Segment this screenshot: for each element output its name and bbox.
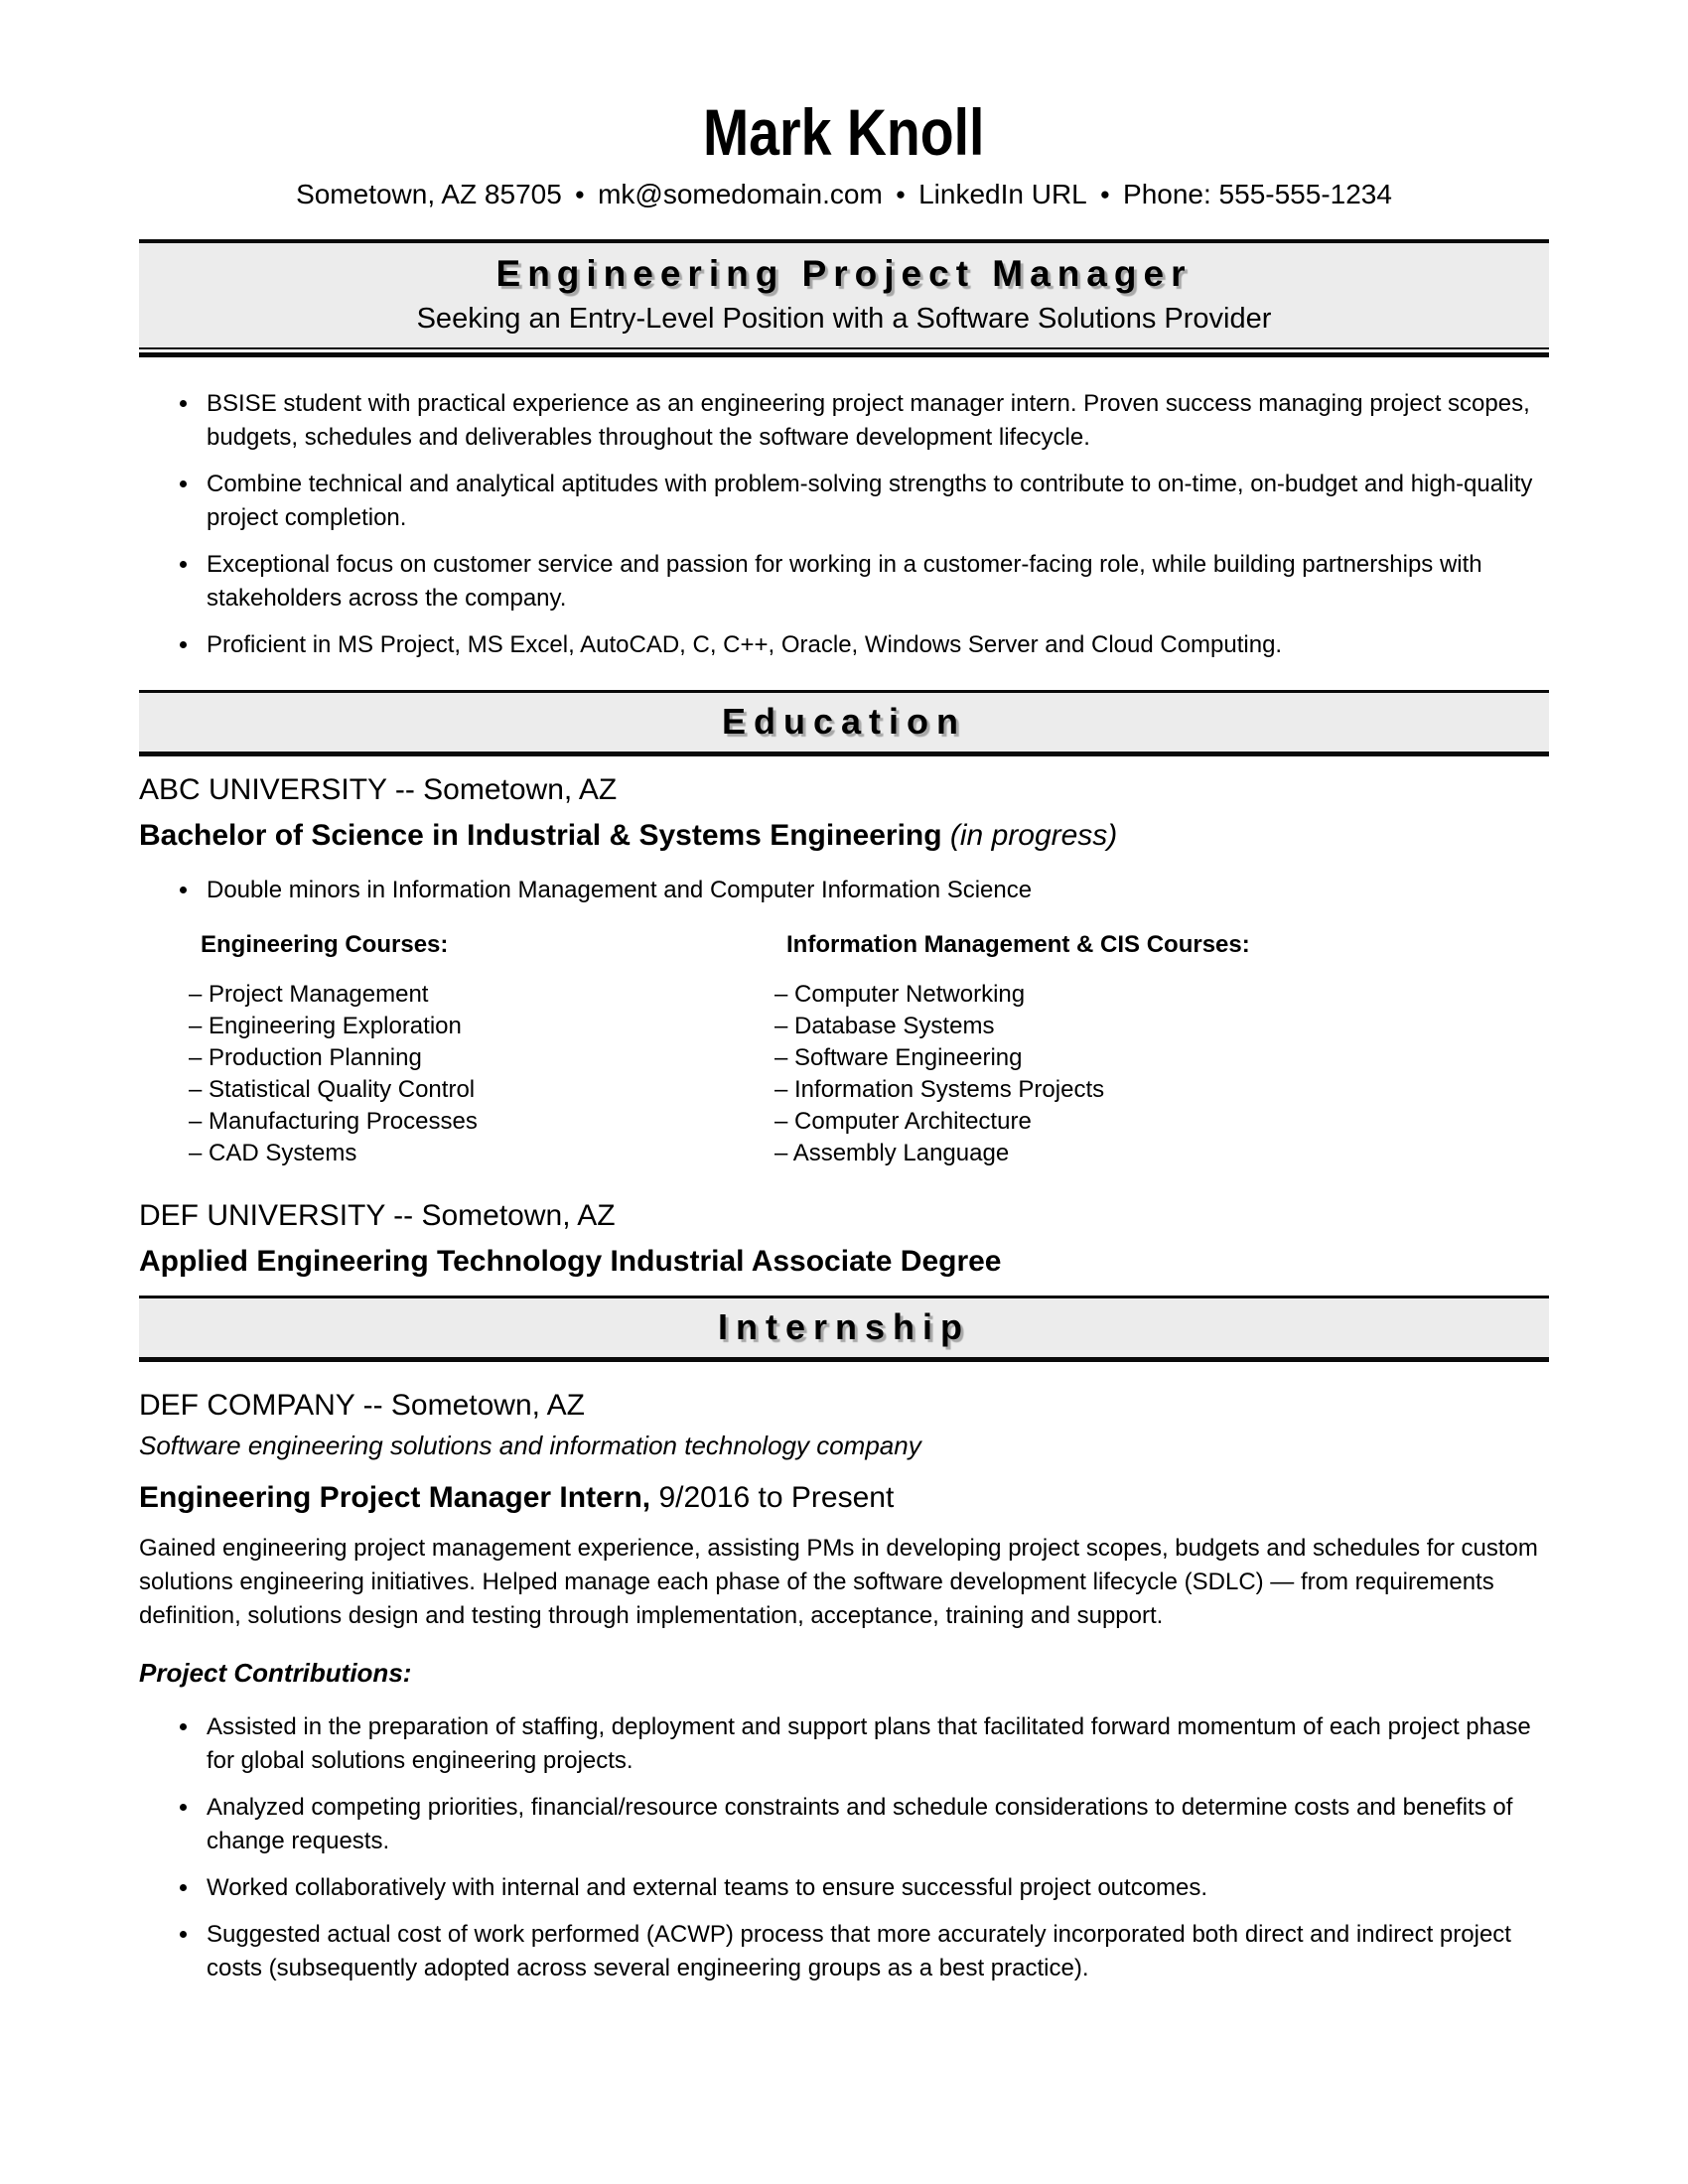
contact-line <box>139 177 1549 211</box>
title-banner-rule <box>139 352 1549 357</box>
degree-line <box>139 818 1549 854</box>
separator-dot: ● <box>1099 185 1111 204</box>
separator-dot: ● <box>574 185 586 204</box>
summary-list <box>139 387 1549 663</box>
courses-columns <box>139 929 1549 1168</box>
course-item: – Statistical Quality Control <box>189 1075 476 1103</box>
degree-title: Bachelor of Science in Industrial & Systems Engineering <box>139 819 942 853</box>
job-title: Engineering Project Manager <box>495 253 1193 294</box>
course-item: – Manufacturing Processes <box>189 1107 478 1135</box>
school-name: DEF UNIVERSITY -- Sometown, AZ <box>139 1199 616 1233</box>
role-dates: 9/2016 to Present <box>658 1480 895 1514</box>
courses-column-cis <box>774 929 1549 1168</box>
minors-list <box>139 874 1549 907</box>
school-name: ABC UNIVERSITY -- Sometown, AZ <box>139 773 618 807</box>
summary-bullet: • Proficient in MS Project, MS Excel, AutoCAD, C, C++, Oracle, Windows Server and Cloud Computing. <box>201 628 1549 662</box>
summary-bullet: • Combine technical and analytical aptitudes with problem-solving strengths to contribute to on-time, on-budget and high-quality project completion. <box>201 468 1549 535</box>
course-item: – Computer Architecture <box>774 1107 1032 1135</box>
summary-bullet: • BSISE student with practical experience as an engineering project manager intern. Proven success managing project scopes, budgets, schedules and deliverables throughout the software development lifecycle. <box>201 387 1549 455</box>
contribution-bullet: • Analyzed competing priorities, financial/resource constraints and schedule considerations to determine costs and benefits of change requests. <box>201 1791 1549 1858</box>
contact-location: Sometown, AZ 85705 <box>296 179 562 209</box>
role-line <box>139 1480 1549 1516</box>
role-title: Engineering Project Manager Intern, <box>139 1480 651 1514</box>
courses-heading: Information Management & CIS Courses: <box>786 931 1250 959</box>
role-summary: Gained engineering project management experience, assisting PMs in developing project scopes, budgets and schedules for custom solutions engineering initiatives. Helped manage each phase of the software development lifecycle (SDLC) — from requirements definition, solutions design and testing through implementation, acceptance, training and support. <box>139 1534 1538 1630</box>
course-item: – Information Systems Projects <box>774 1075 1105 1103</box>
section-banner-internship: Internship <box>139 1296 1549 1362</box>
course-item: – CAD Systems <box>189 1139 357 1166</box>
job-subtitle: Seeking an Entry-Level Position with a Software Solutions Provider <box>416 303 1272 336</box>
company-description: Software engineering solutions and information technology company <box>139 1431 921 1461</box>
courses-heading: Engineering Courses: <box>201 931 449 959</box>
header-name-line <box>139 95 1549 169</box>
contributions-list <box>139 1710 1549 1986</box>
course-item: – Database Systems <box>774 1012 995 1039</box>
contribution-bullet: • Assisted in the preparation of staffing, deployment and support plans that facilitated forward momentum of each project phase for global solutions engineering projects. <box>201 1710 1549 1778</box>
summary-bullet: • Exceptional focus on customer service and passion for working in a customer-facing role, while building partnerships with stakeholders across the company. <box>201 548 1549 615</box>
course-item: – Project Management <box>189 981 429 1009</box>
contributions-heading: Project Contributions: <box>139 1658 412 1689</box>
minors-bullet: • Double minors in Information Management and Computer Information Science <box>201 874 1549 907</box>
contact-email: mk@somedomain.com <box>598 179 883 209</box>
resume-name: Mark Knoll <box>703 95 985 169</box>
title-banner <box>139 239 1549 349</box>
courses-column-engineering <box>189 929 774 1168</box>
degree-note: (in progress) <box>949 819 1118 853</box>
separator-dot: ● <box>895 185 907 204</box>
course-item: – Engineering Exploration <box>189 1012 462 1039</box>
course-item: – Software Engineering <box>774 1043 1023 1071</box>
section-banner-education: Education <box>139 690 1549 756</box>
course-item: – Computer Networking <box>774 981 1026 1009</box>
course-item: – Assembly Language <box>774 1139 1010 1166</box>
contribution-bullet: • Suggested actual cost of work performed (ACWP) process that more accurately incorporated both direct and indirect project costs (subsequently adopted across several engineering groups as a best practice). <box>201 1918 1549 1985</box>
contact-linkedin: LinkedIn URL <box>918 179 1087 209</box>
degree-line: Applied Engineering Technology Industrial Associate Degree <box>139 1245 1002 1279</box>
course-item: – Production Planning <box>189 1043 422 1071</box>
company-name: DEF COMPANY -- Sometown, AZ <box>139 1389 585 1423</box>
contribution-bullet: • Worked collaboratively with internal and external teams to ensure successful project outcomes. <box>201 1871 1549 1905</box>
contact-phone: Phone: 555-555-1234 <box>1123 179 1392 209</box>
